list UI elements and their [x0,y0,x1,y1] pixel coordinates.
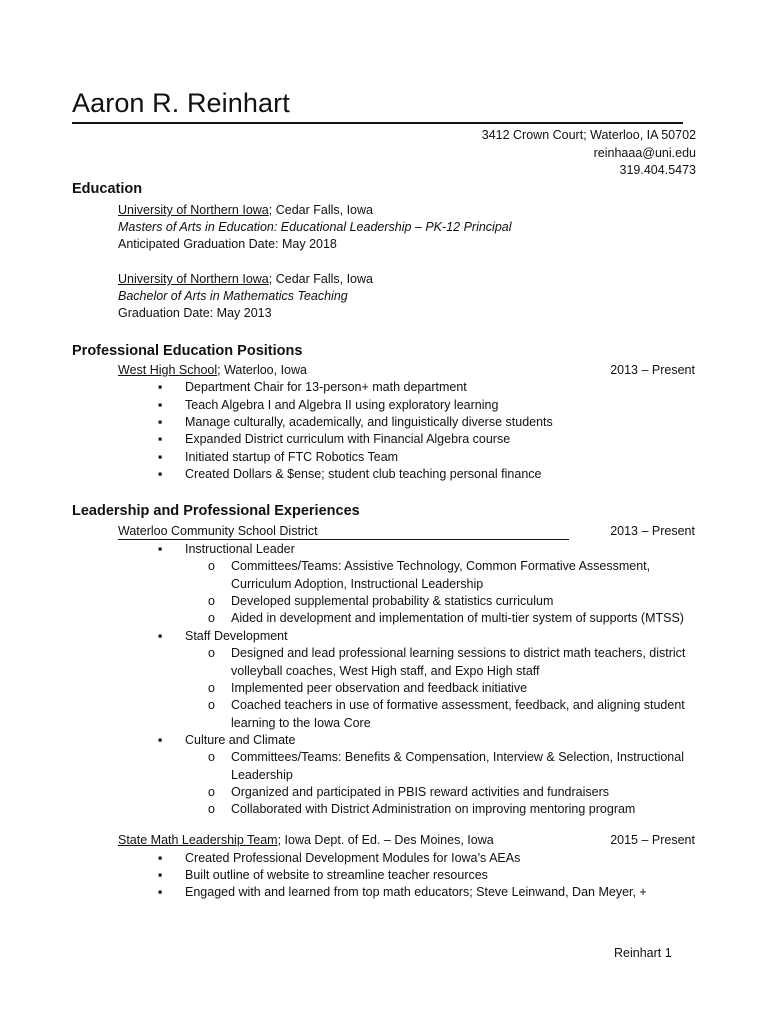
state-org: State Math Leadership Team [118,833,278,847]
bullet-text: Staff Development [185,629,288,643]
positions-org: West High School [118,363,218,377]
resume-name: Aaron R. Reinhart [72,88,290,118]
sub-item-text-line: Aided in development and implementation of multi-tier system of supports (MTSS) [231,611,684,625]
education-entry-2-school-line [118,271,373,289]
state-org-line [118,832,494,850]
sub-item-text-line: Curriculum Adoption, Instructional Leadership [231,576,484,591]
square-bullet-icon: ▪ [158,432,163,446]
education-entry-1-degree: Masters of Arts in Education: Educational Leadership – PK-12 Principal [118,220,512,234]
bullet-text: Teach Algebra I and Algebra II using exploratory learning [185,398,499,412]
sub-item-text-line: Implemented peer observation and feedback initiative [231,681,528,695]
page-number-footer: Reinhart 1 [614,946,672,960]
square-bullet-icon: ▪ [158,415,163,429]
hollow-circle-bullet-icon: o [208,750,215,764]
sub-item-text-line: Committees/Teams: Benefits & Compensation, Interview & Selection, Instructional [231,750,684,764]
sub-item-text-line: Organized and participated in PBIS reward activities and fundraisers [231,785,609,799]
sub-item-text-line: volleyball coaches, West High staff, and Expo High staff [231,663,540,678]
bullet-text: Engaged with and learned from top math educators; Steve Leinwand, Dan Meyer, + [185,885,647,899]
education-heading: Education [72,181,143,197]
sub-item-text-line: learning to the Iowa Core [231,715,371,730]
hollow-circle-bullet-icon: o [208,646,215,660]
hollow-circle-bullet-icon: o [208,559,215,573]
hollow-circle-bullet-icon: o [208,594,215,608]
wcsd-org: Waterloo Community School District [118,524,318,538]
sub-item-text-line: Developed supplemental probability & statistics curriculum [231,594,554,608]
contact-phone: 319.404.5473 [619,163,696,177]
square-bullet-icon: ▪ [158,542,163,556]
sub-item-text-line: Leadership [231,767,293,782]
leadership-heading: Leadership and Professional Experiences [72,503,360,519]
education-entry-2-location: ; Cedar Falls, Iowa [268,272,373,286]
hollow-circle-bullet-icon: o [208,785,215,799]
square-bullet-icon: ▪ [158,398,163,412]
contact-block [482,127,696,180]
education-entry-1-date: Anticipated Graduation Date: May 2018 [118,237,337,251]
bullet-text: Initiated startup of FTC Robotics Team [185,450,399,464]
positions-heading: Professional Education Positions [72,343,303,359]
square-bullet-icon: ▪ [158,467,163,481]
sub-item-text-line: Collaborated with District Administration on improving mentoring program [231,802,636,816]
education-entry-2-date: Graduation Date: May 2013 [118,306,272,320]
education-entry-2-degree: Bachelor of Arts in Mathematics Teaching [118,289,348,303]
education-entry-1-location: ; Cedar Falls, Iowa [268,203,373,217]
wcsd-underline-rule [118,539,569,540]
hollow-circle-bullet-icon: o [208,681,215,695]
bullet-text: Built outline of website to streamline teacher resources [185,868,488,882]
hollow-circle-bullet-icon: o [208,611,215,625]
name-underline-rule [72,122,683,124]
education-entry-1-school: University of Northern Iowa [118,203,269,217]
sub-item-text-line: Committees/Teams: Assistive Technology, Common Formative Assessment, [231,559,651,573]
bullet-text: Created Dollars & $ense; student club teaching personal finance [185,467,542,481]
wcsd-dates: 2013 – Present [610,524,695,538]
contact-email: reinhaaa@uni.edu [593,145,696,160]
state-dates: 2015 – Present [610,833,695,847]
square-bullet-icon: ▪ [158,733,163,747]
state-location: ; Iowa Dept. of Ed. – Des Moines, Iowa [277,833,494,847]
hollow-circle-bullet-icon: o [208,698,215,712]
square-bullet-icon: ▪ [158,885,163,899]
hollow-circle-bullet-icon: o [208,802,215,816]
square-bullet-icon: ▪ [158,868,163,882]
bullet-text: Department Chair for 13-person+ math department [185,380,467,394]
sub-item-text-line: Coached teachers in use of formative assessment, feedback, and aligning student [231,698,685,712]
square-bullet-icon: ▪ [158,450,163,464]
square-bullet-icon: ▪ [158,629,163,643]
positions-location: ; Waterloo, Iowa [217,363,307,377]
bullet-text: Created Professional Development Modules for Iowa’s AEAs [185,851,521,865]
education-entry-2-school: University of Northern Iowa [118,272,269,286]
bullet-text: Culture and Climate [185,733,296,747]
sub-item-text-line: Designed and lead professional learning sessions to district math teachers, district [231,646,686,660]
square-bullet-icon: ▪ [158,380,163,394]
contact-address: 3412 Crown Court; Waterloo, IA 50702 [481,128,696,142]
positions-org-line [118,362,307,380]
bullet-text: Instructional Leader [185,542,295,556]
square-bullet-icon: ▪ [158,851,163,865]
positions-dates: 2013 – Present [610,363,695,377]
bullet-text: Expanded District curriculum with Financial Algebra course [185,432,511,446]
bullet-text: Manage culturally, academically, and linguistically diverse students [185,415,553,429]
education-entry-1-school-line [118,202,373,220]
